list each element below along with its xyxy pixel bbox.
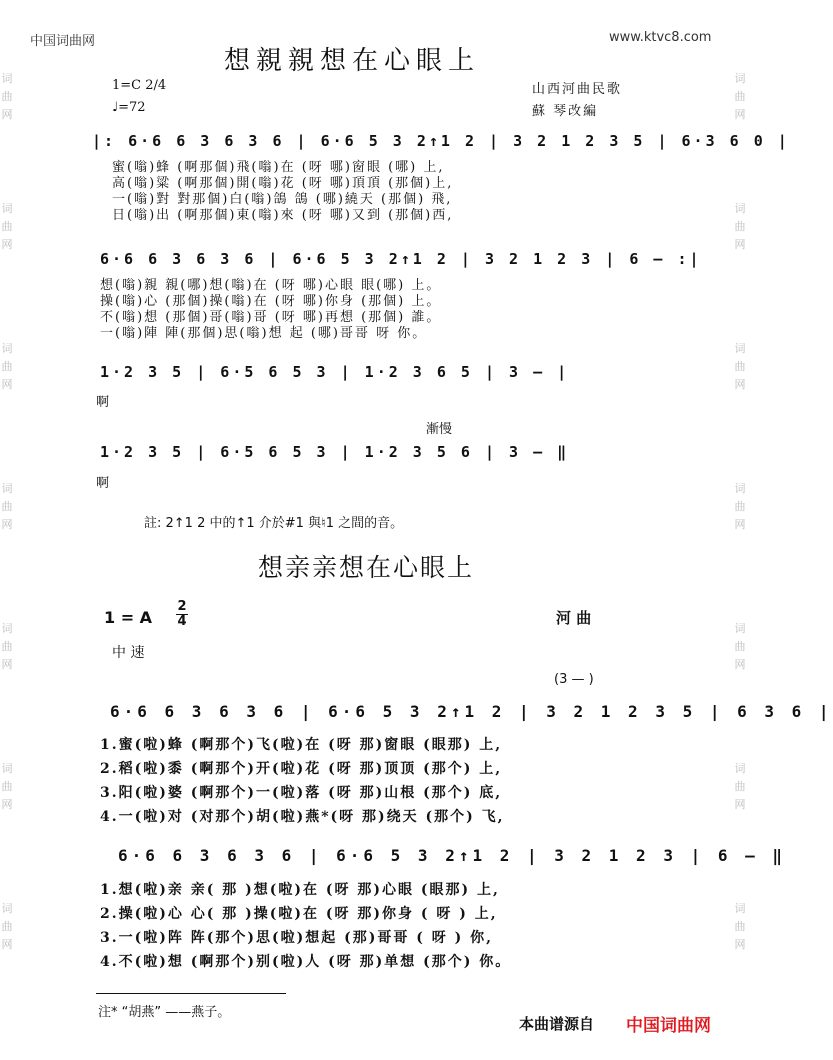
lyric-line: 蜜(嗡)蜂 (啊那個)飛(嗡)在 (呀 哪)窗眼 (哪) 上,: [112, 160, 445, 175]
song-source: 河 曲: [556, 609, 592, 627]
watermark-text: 词曲网: [734, 72, 746, 121]
watermark-text: 词曲网: [1, 202, 13, 251]
watermark-text: 词曲网: [1, 902, 13, 951]
footnote: 註: 2↑1 2 中的↑1 介於#1 與♮1 之間的音。: [144, 516, 404, 531]
lyric-line: 啊: [96, 395, 112, 410]
lyric-line: 一(嗡)陣 陣(那個)思(嗡)想 起 (哪)哥哥 呀 你。: [100, 326, 428, 341]
watermark-text: 词曲网: [1, 622, 13, 671]
lyric-line: 高(嗡)粱 (啊那個)開(嗡)花 (呀 哪)頂頂 (那個)上,: [112, 176, 454, 191]
song-source: 山西河曲民歌: [532, 82, 623, 97]
footer-brand: 中国词曲网: [626, 1016, 711, 1036]
notation-line: 6·6 6 3 6 3 6 | 6·6 5 3 2↑1 2 | 3 2 1 2 3 | 6 — ‖: [118, 846, 787, 865]
tempo-marking: ♩=72: [112, 100, 146, 115]
site-url-right: www.ktvc8.com: [609, 30, 712, 45]
bracket-note: (3 — ): [554, 672, 594, 687]
lyric-line: 想(嗡)親 親(哪)想(嗡)在 (呀 哪)心眼 眼(哪) 上。: [100, 278, 442, 293]
notation-line: 6·6 6 3 6 3 6 | 6·6 5 3 2↑1 2 | 3 2 1 2 3 | 6 — :|: [100, 250, 702, 268]
time-signature: [176, 600, 188, 629]
lyric-line: 不(嗡)想 (那個)哥(嗡)哥 (呀 哪)再想 (那個) 誰。: [100, 310, 442, 325]
site-name-left: 中国词曲网: [30, 34, 96, 49]
watermark-text: 词曲网: [734, 622, 746, 671]
watermark-text: 词曲网: [1, 482, 13, 531]
watermark-text: 词曲网: [1, 762, 13, 811]
arranger: 蘇 琴改編: [532, 104, 599, 119]
lyric-line: 2.稻(啦)黍 (啊那个)开(啦)花 (呀 那)顶顶 (那个) 上,: [100, 761, 503, 777]
key-signature: 1 = A: [104, 608, 153, 627]
watermark-text: 词曲网: [734, 202, 746, 251]
score-title: 想親親想在心眼上: [224, 46, 481, 76]
lyric-line: 1.蜜(啦)蜂 (啊那个)飞(啦)在 (呀 那)窗眼 (眼那) 上,: [100, 737, 503, 753]
watermark-text: 词曲网: [1, 342, 13, 391]
footnote-divider: [96, 993, 286, 994]
time-signature-top: 2: [177, 599, 187, 614]
footnote: 注* “胡燕” ——燕子。: [98, 1005, 231, 1020]
tempo-change-marking: 漸慢: [426, 422, 453, 437]
lyric-line: 3.一(啦)阵 阵(那个)思(啦)想起 (那)哥哥 ( 呀 ) 你,: [100, 930, 493, 946]
lyric-line: 3.阳(啦)婆 (啊那个)一(啦)落 (呀 那)山根 (那个) 底,: [100, 785, 503, 801]
time-signature-bottom: 4: [177, 614, 187, 629]
notation-line: 1·2 3 5 | 6·5 6 5 3 | 1·2 3 5 6 | 3 — ‖: [100, 443, 570, 461]
watermark-text: 词曲网: [734, 342, 746, 391]
lyric-line: 4.不(啦)想 (啊那个)别(啦)人 (呀 那)单想 (那个) 你。: [100, 954, 512, 970]
lyric-line: 2.操(啦)心 心( 那 )操(啦)在 (呀 那)你身 ( 呀 ) 上,: [100, 906, 498, 922]
watermark-text: 词曲网: [1, 72, 13, 121]
watermark-text: 词曲网: [734, 482, 746, 531]
notation-line: 6·6 6 3 6 3 6 | 6·6 5 3 2↑1 2 | 3 2 1 2 3 5 | 6 3 6 |: [110, 702, 833, 721]
lyric-line: 操(嗡)心 (那個)操(嗡)在 (呀 哪)你身 (那個) 上。: [100, 294, 442, 309]
notation-line: 1·2 3 5 | 6·5 6 5 3 | 1·2 3 6 5 | 3 — |: [100, 363, 570, 381]
lyric-line: 4.一(啦)对 (对那个)胡(啦)燕*(呀 那)绕天 (那个) 飞,: [100, 809, 505, 825]
lyric-line: 一(嗡)對 對那個)白(嗡)鴿 鴿 (哪)繞天 (那個) 飛,: [112, 192, 453, 207]
watermark-text: 词曲网: [734, 902, 746, 951]
lyric-line: 啊: [96, 476, 112, 491]
notation-line: |: 6·6 6 3 6 3 6 | 6·6 5 3 2↑1 2 | 3 2 1 2 3 5 | 6·3 6 0 |: [92, 132, 790, 150]
lyric-line: 1.想(啦)亲 亲( 那 )想(啦)在 (呀 那)心眼 (眼那) 上,: [100, 882, 500, 898]
score-title: 想亲亲想在心眼上: [258, 553, 475, 582]
key-signature: 1=C 2/4: [112, 78, 167, 93]
tempo-marking: 中 速: [112, 645, 145, 661]
lyric-line: 日(嗡)出 (啊那個)東(嗡)來 (呀 哪)又到 (那個)西,: [112, 208, 454, 223]
footer-source-label: 本曲谱源自: [519, 1015, 595, 1033]
watermark-text: 词曲网: [734, 762, 746, 811]
